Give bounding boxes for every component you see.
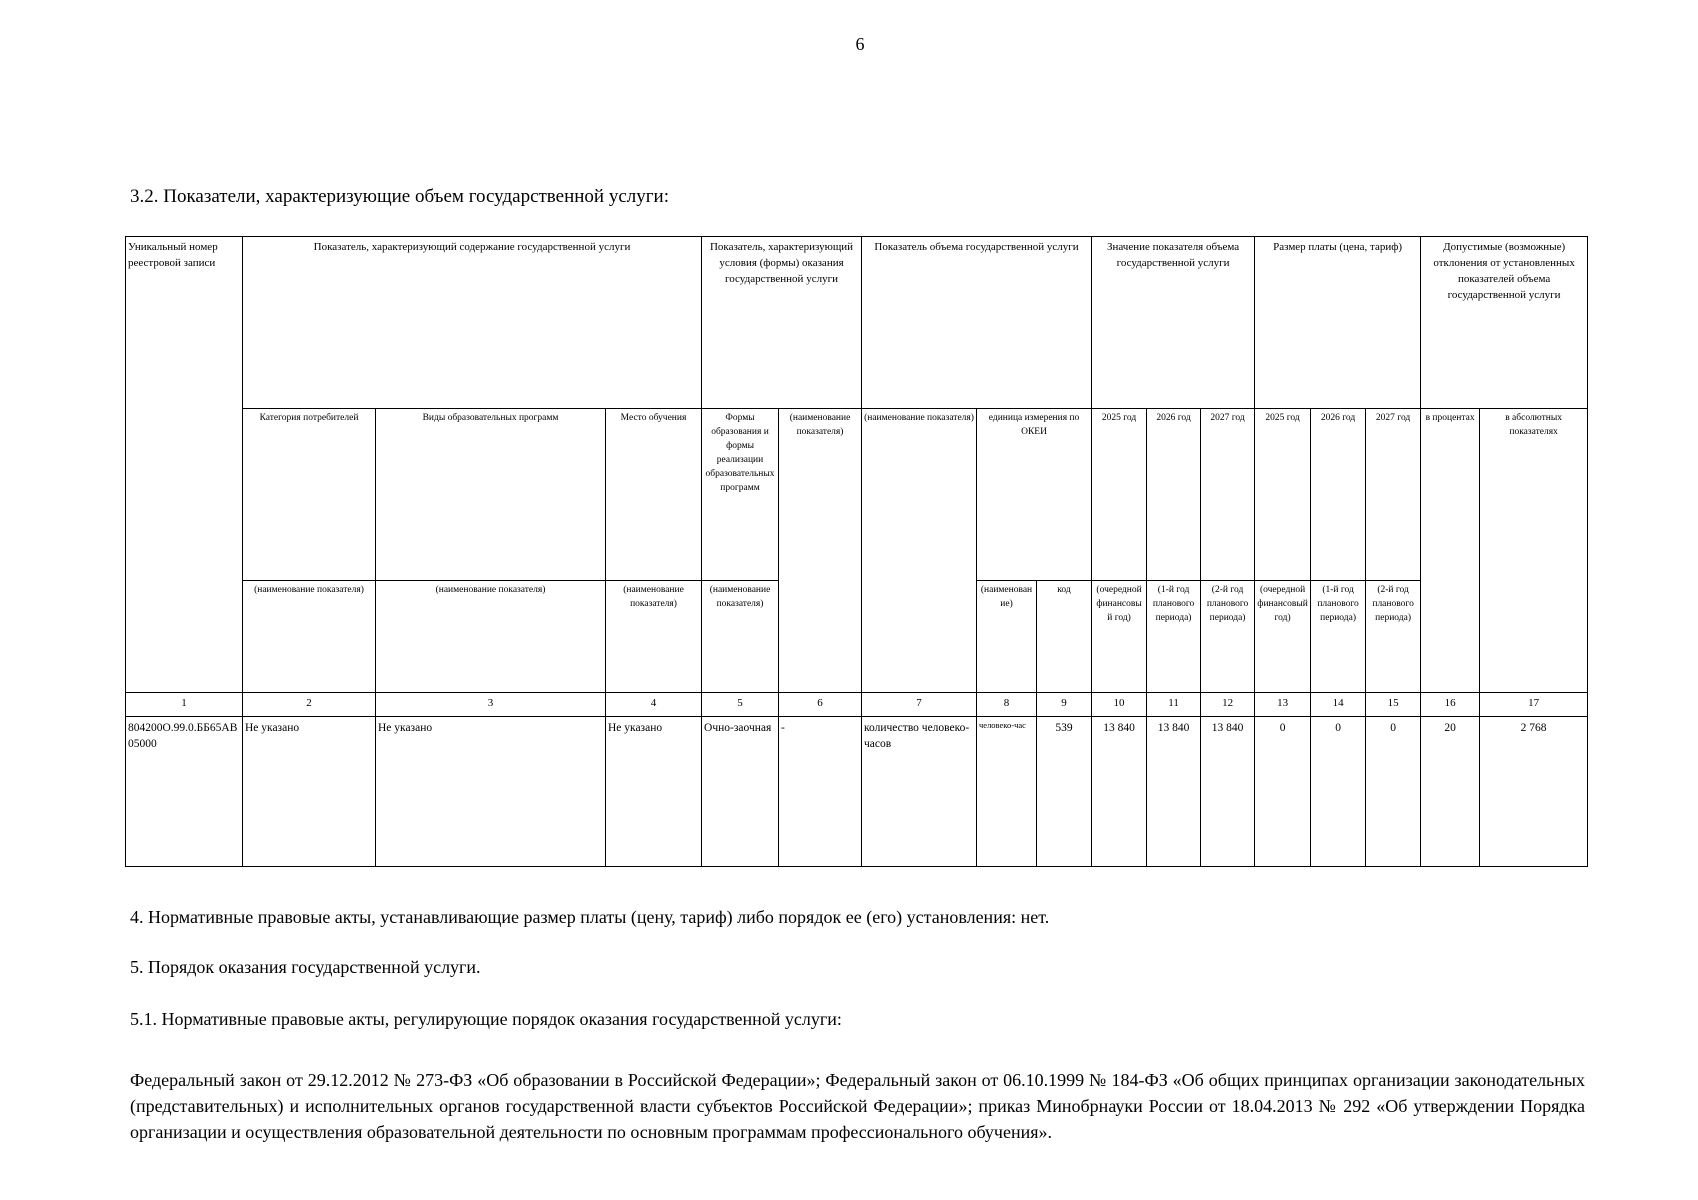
header-value-period-second: (2-й год планового периода) <box>1201 581 1255 693</box>
header-value-2027: 2027 год <box>1201 409 1255 581</box>
header-value-2025: 2025 год <box>1092 409 1147 581</box>
column-number: 14 <box>1311 693 1366 717</box>
cell-unit-code: 539 <box>1037 717 1092 867</box>
header-value-2026: 2026 год <box>1147 409 1201 581</box>
cell-value-2027: 13 840 <box>1201 717 1255 867</box>
cell-forms: Очно-заочная <box>702 717 779 867</box>
header-fee-period-first: (1-й год планового периода) <box>1311 581 1366 693</box>
header-row-2 <box>126 409 1588 581</box>
column-number: 6 <box>779 693 862 717</box>
header-program-types: Виды образовательных программ <box>376 409 606 581</box>
header-registry: Уникальный номер реестровой записи <box>126 237 243 693</box>
column-number: 15 <box>1366 693 1421 717</box>
header-fee-2026: 2026 год <box>1311 409 1366 581</box>
column-number: 10 <box>1092 693 1147 717</box>
header-fee-period-second: (2-й год планового периода) <box>1366 581 1421 693</box>
column-number: 7 <box>862 693 977 717</box>
cell-registry-number: 804200О.99.0.ББ65АВ05000 <box>126 717 243 867</box>
page-number: 6 <box>855 34 865 54</box>
paragraph-5: 5. Порядок оказания государственной услуги. <box>130 957 481 977</box>
column-number: 12 <box>1201 693 1255 717</box>
header-deviation-group: Допустимые (возможные) отклонения от установленных показателей объема государственной услуги <box>1421 237 1588 409</box>
header-value-group: Значение показателя объема государственной услуги <box>1092 237 1255 409</box>
header-indicator-name-7: (наименование показателя) <box>862 409 977 693</box>
column-number: 11 <box>1147 693 1201 717</box>
header-name-5: (наименование показателя) <box>702 581 779 693</box>
header-volume-group: Показатель объема государственной услуги <box>862 237 1092 409</box>
column-number: 1 <box>126 693 243 717</box>
header-study-place: Место обучения <box>606 409 702 581</box>
header-fee-group: Размер платы (цена, тариф) <box>1255 237 1421 409</box>
column-number: 8 <box>977 693 1037 717</box>
column-number: 9 <box>1037 693 1092 717</box>
cell-deviation-percent: 20 <box>1421 717 1480 867</box>
header-fee-2025: 2025 год <box>1255 409 1311 581</box>
cell-study-place: Не указано <box>606 717 702 867</box>
header-conditions-group: Показатель, характеризующий условия (формы) оказания государственной услуги <box>702 237 862 409</box>
column-number: 16 <box>1421 693 1480 717</box>
header-row-1 <box>126 237 1588 409</box>
paragraph-4: 4. Нормативные правовые акты, устанавливающие размер платы (цену, тариф) либо порядок ее (его) установления: нет. <box>130 907 1050 927</box>
column-number: 3 <box>376 693 606 717</box>
header-deviation-percent: в процентах <box>1421 409 1480 693</box>
header-unit-okei: единица измерения по ОКЕИ <box>977 409 1092 581</box>
cell-fee-2026: 0 <box>1311 717 1366 867</box>
volume-indicators-table <box>125 236 1588 867</box>
cell-fee-2025: 0 <box>1255 717 1311 867</box>
cell-indicator-7: количество человеко-часов <box>862 717 977 867</box>
cell-deviation-absolute: 2 768 <box>1480 717 1588 867</box>
cell-unit-name: человеко-час <box>977 717 1037 867</box>
header-deviation-absolute: в абсолютных показателях <box>1480 409 1588 693</box>
header-unit-code: код <box>1037 581 1092 693</box>
header-indicator-name-6: (наименование показателя) <box>779 409 862 693</box>
column-number: 4 <box>606 693 702 717</box>
column-number: 5 <box>702 693 779 717</box>
header-name-4: (наименование показателя) <box>606 581 702 693</box>
cell-value-2025: 13 840 <box>1092 717 1147 867</box>
cell-program-types: Не указано <box>376 717 606 867</box>
header-content-group: Показатель, характеризующий содержание государственной услуги <box>243 237 702 409</box>
header-name-3: (наименование показателя) <box>376 581 606 693</box>
cell-consumer-category: Не указано <box>243 717 376 867</box>
header-consumer-category: Категория потребителей <box>243 409 376 581</box>
cell-fee-2027: 0 <box>1366 717 1421 867</box>
cell-value-2026: 13 840 <box>1147 717 1201 867</box>
column-number: 17 <box>1480 693 1588 717</box>
header-unit-name: (наименование) <box>977 581 1037 693</box>
table-row <box>126 717 1588 867</box>
paragraph-5-1: 5.1. Нормативные правовые акты, регулирующие порядок оказания государственной услуги: <box>130 1009 842 1029</box>
column-number: 2 <box>243 693 376 717</box>
header-name-2: (наименование показателя) <box>243 581 376 693</box>
cell-indicator-6: - <box>779 717 862 867</box>
header-value-period-first: (1-й год планового периода) <box>1147 581 1201 693</box>
header-value-period-current: (очередной финансовый год) <box>1092 581 1147 693</box>
section-title: 3.2. Показатели, характеризующие объем государственной услуги: <box>130 186 670 207</box>
header-fee-period-current: (очередной финансовый год) <box>1255 581 1311 693</box>
column-number: 13 <box>1255 693 1311 717</box>
header-fee-2027: 2027 год <box>1366 409 1421 581</box>
column-numbers-row <box>126 693 1588 717</box>
header-forms: Формы образования и формы реализации образовательных программ <box>702 409 779 581</box>
legal-acts-text: Федеральный закон от 29.12.2012 № 273-ФЗ «Об образовании в Российской Федерации»; Федеральный закон от 06.10.1999 № 184-ФЗ «Об общих принципах организации законодательных (представительных) и исполнительных органов государственной власти субъектов Российской Федерации»; приказ Минобрнауки России от 18.04.2013 № 292 «Об утверждении Порядка организации и осуществления образовательной деятельности по основным программам профессионального обучения». <box>130 1070 1585 1142</box>
